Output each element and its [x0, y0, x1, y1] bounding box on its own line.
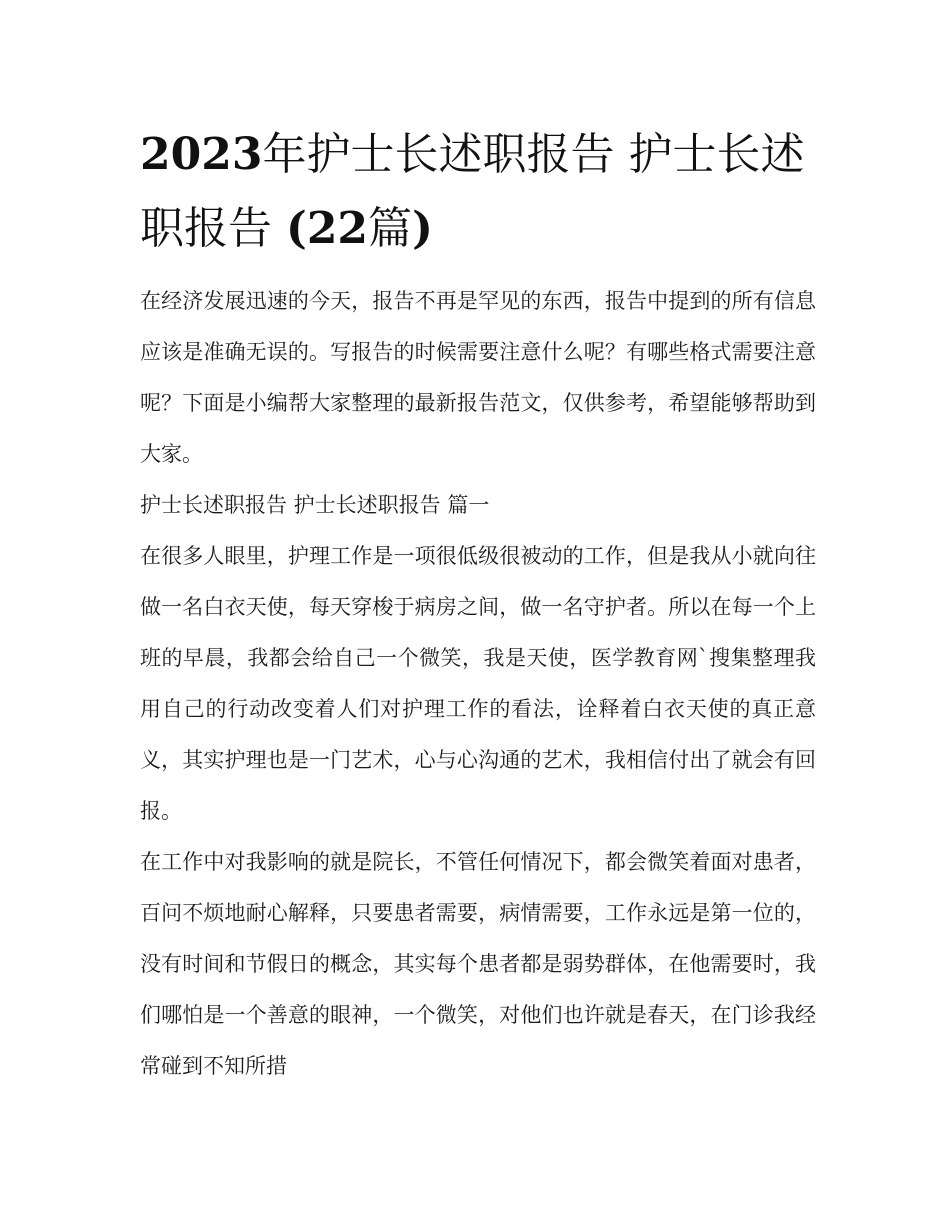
document-body [140, 276, 816, 1092]
title-main: 年护士长述职报告 护士长述职报告 [140, 129, 805, 254]
document-title [140, 118, 820, 266]
paragraph-intro: 在经济发展迅速的今天，报告不再是罕见的东西，报告中提到的所有信息应该是准确无误的。写报告的时候需要注意什么呢？有哪些格式需要注意呢？下面是小编帮大家整理的最新报告范文，仅供参考，希望能够帮助到大家。 [140, 289, 816, 466]
section-heading: 护士长述职报告 护士长述职报告 篇一 [140, 493, 490, 517]
paragraph-body-2: 在工作中对我影响的就是院长，不管任何情况下，都会微笑着面对患者，百问不烦地耐心解释，只要患者需要，病情需要，工作永远是第一位的，没有时间和节假日的概念，其实每个患者都是弱势群体，在他需要时，我们哪怕是一个善意的眼神，一个微笑，对他们也许就是春天，在门诊我经常碰到不知所措 [140, 850, 816, 1078]
title-count-close: ) [412, 203, 433, 254]
title-count-unit: 篇 [368, 203, 413, 254]
paragraph-body-1: 在很多人眼里，护理工作是一项很低级很被动的工作，但是我从小就向往做一名白衣天使，每天穿梭于病房之间，做一名守护者。所以在每一个上班的早晨，我都会给自己一个微笑，我是天使，医学教育网`搜集整理我用自己的行动改变着人们对护理工作的看法，诠释着白衣天使的真正意义，其实护理也是一门艺术，心与心沟通的艺术，我相信付出了就会有回报。 [140, 544, 816, 823]
title-year: 2023 [140, 129, 263, 180]
title-count-open: (22 [286, 203, 369, 254]
